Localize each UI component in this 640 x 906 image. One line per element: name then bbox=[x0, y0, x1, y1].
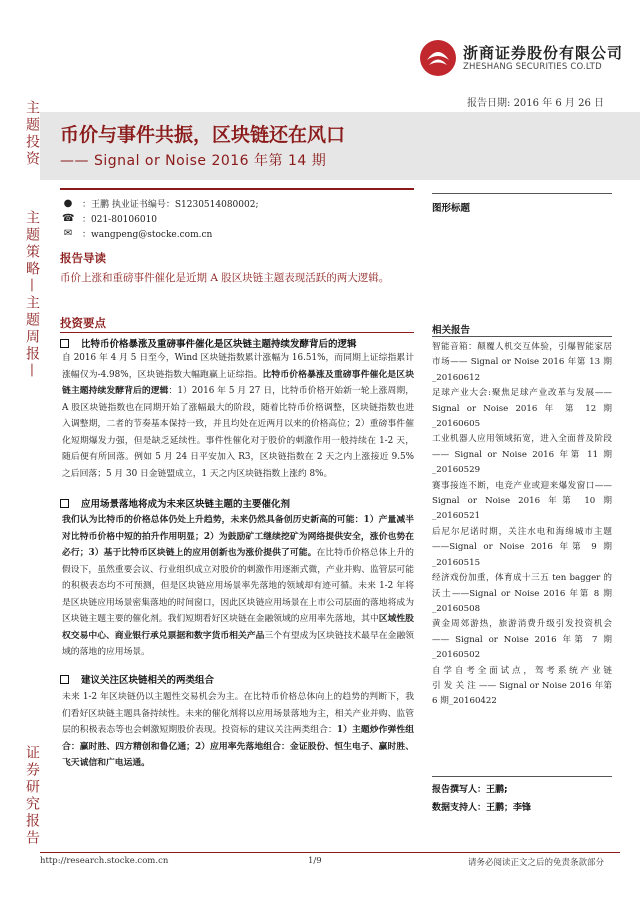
report-date: 报告日期: 2016 年 6 月 26 日 bbox=[467, 98, 604, 109]
title-divider bbox=[60, 188, 414, 190]
footer-divider bbox=[40, 852, 620, 853]
analyst-name: ：王鹏 执业证书编号：S1230514080002; bbox=[82, 200, 259, 210]
related-report-item[interactable]: 赛事接连不断，电竞产业或迎来爆发窗口——Signal or Noise 2016 年第 10 期_20160521 bbox=[432, 480, 612, 522]
paragraph-1-body: ：1）2016 年 5 月 27 日，比特币价格开始新一轮上涨周期，A 股区块链指数也在同期开始了涨幅最大的阶段，随着比特币价格调整，区块链指数也进入调整期，二者的节奏基本保持一致，并且均处在近两月以来的价格高位；2）重磅事件催化短期爆发力强，但是缺乏延续性。事件性催化对于股价的刺激作用一般持续在 1-2 天，随后便有所回落。例如 5 月 24 日平安加入 R3，区块链指数在 2 天之内上涨接近 9.5%之后回落；5 月 30 日金链盟成立，1 天之内区块链指数上涨约 8%。 bbox=[62, 386, 414, 479]
company-logo-icon bbox=[418, 38, 458, 78]
page-title: 币价与事件共振，区块链还在风口 bbox=[60, 124, 346, 146]
phone-icon: ☎ bbox=[62, 213, 75, 224]
data-supporter: 数据支持人：王鹏；李锋 bbox=[432, 803, 532, 813]
bullet-heading-3-text: 建议关注区块链相关的两类组合 bbox=[81, 675, 215, 686]
guide-heading: 报告导读 bbox=[60, 251, 106, 265]
paragraph-2-emphasis-2: 区域性股权交易中心、商业银行承兑票据和数字货币相关产品 bbox=[62, 614, 414, 641]
checkbox-square-icon bbox=[60, 675, 69, 684]
bullet-heading-2 bbox=[60, 496, 290, 510]
email-icon: ✉ bbox=[63, 228, 73, 239]
analyst-email-line bbox=[62, 227, 212, 240]
page-number: 1/9 bbox=[308, 856, 322, 866]
points-heading: 投资要点 bbox=[60, 316, 106, 330]
paragraph-2-emphasis: 我们认为比特币的价格总体仍处上升趋势，未来仍然具备创历史新高的可能：1）产量减半对比特币价格中短的拍升作用明显；2）为鼓励矿工继续挖矿为网络提供安全，涨价也势在必行；3）基于比特币区块链上的应用创新也为涨价提供了可能。 bbox=[62, 515, 414, 558]
related-report-item[interactable]: 足球产业大会:聚焦足球产业改革与发展—— Signal or Noise 2016 年 第 12 期_20160605 bbox=[432, 388, 612, 430]
figure-divider bbox=[432, 193, 612, 194]
contributors-divider bbox=[432, 776, 612, 777]
paragraph-2 bbox=[62, 512, 414, 661]
footer-url-link[interactable]: http://research.stocke.com.cn bbox=[40, 856, 169, 866]
paragraph-3-body: 未来 1-2 年区块链仍以主题性交易机会为主。在比特币价格总体向上的趋势的判断下，我们看好区块链主题具备持续性。未来的催化剂将以应用场景落地为主，相关产业并购、监管层的积极表态等也会刺激短期股价表现。投资标的建议关注两类组合： bbox=[62, 692, 414, 735]
paragraph-2-tail: 三个有望成为区块链技术最早在金融领域的落地的应用场景。 bbox=[62, 630, 414, 657]
paragraph-2-body: 在比特币价格总体上升的假设下，虽然重要会议、行业组织成立对股价的刺激作用逐渐式微，产业并购、监管层可能的积极表态均不可预测，但是区块链应用场景率先落地的领域却有迹可循。未来 1-2 年将是区块链应用场景密集落地的时间窗口，因此区块链应用场景在上市公司层面的落地将成为区块链主题主要的催化剂。我们短期看好区块链在金融领域的应用率先落地，其中 bbox=[62, 548, 414, 624]
points-divider bbox=[60, 332, 414, 333]
analyst-phone-line bbox=[62, 212, 157, 225]
related-reports-divider bbox=[432, 336, 612, 337]
analyst-email[interactable]: ：wangpeng@stocke.com.cn bbox=[82, 230, 213, 240]
analyst-name-line bbox=[62, 197, 259, 210]
related-report-item[interactable]: 智能音箱：颠覆人机交互体验，引爆智能家居市场—— Signal or Noise 2016 年第 13 期_20160612 bbox=[432, 342, 612, 383]
report-type-label: 主题投资 bbox=[24, 100, 40, 168]
report-writer: 报告撰写人：王鹏; bbox=[432, 785, 508, 795]
bullet-heading-1 bbox=[60, 336, 357, 350]
related-report-item[interactable]: 后尼尔尼诺时期，关注水电和海绵城市主题——Signal or Noise 2016 年第 9 期_20160515 bbox=[432, 526, 612, 568]
footer-disclaimer: 请务必阅读正文之后的免责条款部分 bbox=[467, 858, 604, 868]
paragraph-1-intro: 自 2016 年 4 月 5 日至今，Wind 区块链指数累计涨幅为 16.51%，而同期上证综指累计涨幅仅为-4.98%，区块链指数大幅跑赢上证综指。 bbox=[62, 353, 414, 380]
paragraph-3 bbox=[62, 689, 414, 772]
paragraph-1 bbox=[62, 350, 414, 482]
related-report-item[interactable]: 自 学 自 考 全 面 试 点 ， 驾 考 系 统 产 业 链 引 发 关 注 —— Signal or Noise 2016 年第 6 期_20160422 bbox=[432, 665, 612, 707]
checkbox-square-icon bbox=[60, 339, 69, 348]
figure-title: 图形标题 bbox=[432, 203, 471, 214]
report-category-label: 主题策略—主题周报— bbox=[24, 210, 40, 380]
paragraph-3-emphasis: 1）主题炒作弹性组合：赢时胜、四方精创和鲁亿通；2）应用率先落地组合：金证股份、恒生电子、赢时胜、飞天诚信和广电运通。 bbox=[62, 725, 414, 768]
related-reports-list bbox=[432, 340, 612, 710]
company-name-en: ZHESHANG SECURITIES CO.LTD bbox=[463, 62, 602, 72]
person-icon: ● bbox=[63, 198, 73, 209]
bullet-heading-1-text: 比特币价格暴涨及重磅事件催化是区块链主题持续发酵背后的逻辑 bbox=[81, 339, 357, 350]
paragraph-1-emphasis: 比特币价格暴涨及重磅事件催化是区块链主题持续发酵背后的逻辑 bbox=[62, 369, 414, 396]
bullet-heading-2-text: 应用场景落地将成为未来区块链主题的主要催化剂 bbox=[81, 499, 291, 510]
guide-text: 币价上涨和重磅事件催化是近期 A 股区块链主题表现活跃的两大逻辑。 bbox=[60, 272, 390, 284]
related-report-item[interactable]: 经济戏份加重，体育成十三五 ten bagger 的沃土——Signal or Noise 2016 年第 8 期_20160508 bbox=[432, 573, 612, 614]
company-name-cn: 浙商证券股份有限公司 bbox=[463, 44, 624, 62]
page-subtitle: —— Signal or Noise 2016 年第 14 期 bbox=[60, 153, 327, 169]
related-reports-heading: 相关报告 bbox=[432, 325, 471, 336]
checkbox-square-icon bbox=[60, 499, 69, 508]
analyst-phone: ：021-80106010 bbox=[82, 215, 158, 225]
research-report-label: 证券研究报告 bbox=[24, 745, 40, 847]
bullet-heading-3 bbox=[60, 672, 214, 686]
related-report-item[interactable]: 黄金周郊游热，旅游消费升级引发投资机会—— Signal or Noise 2016 年第 7 期_20160502 bbox=[432, 619, 612, 661]
related-report-item[interactable]: 工业机器人应用领域拓宽，进入全面普及阶段—— Signal or Noise 2016 年第 11 期_20160529 bbox=[432, 434, 612, 476]
